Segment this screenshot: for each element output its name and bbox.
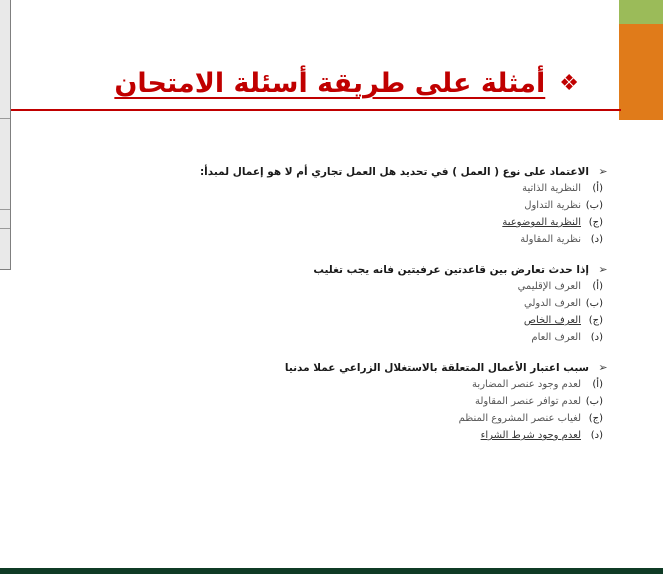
- questions-area: [157, 164, 617, 458]
- arrow-bullet-icon: ➢: [598, 361, 608, 374]
- question-group: [157, 262, 617, 346]
- panel-divider: [0, 118, 10, 119]
- slide-title-text: أمثلة على طريقة أسئلة الامتحان: [114, 68, 546, 99]
- option-item: (د) العرف العام: [531, 332, 603, 343]
- question-group: [157, 360, 617, 444]
- question-group: [157, 164, 617, 248]
- left-side-panel: [0, 0, 11, 270]
- option-item: (أ) لعدم وجود عنصر المضاربة: [472, 379, 603, 390]
- question-text: ➢ إذا حدث تعارض بين قاعدتين عرفيتين فانه يجب تغليب: [157, 262, 617, 278]
- option-item: (ب) نظرية التداول: [524, 200, 603, 211]
- option-item: (ب) العرف الدولي: [524, 298, 603, 309]
- diamond-bullet-icon: ❖: [559, 71, 579, 96]
- option-item-correct: (ج) العرف الخاص: [523, 315, 603, 326]
- question-text: ➢ سبب اعتبار الأعمال المتعلقة بالاستغلال الزراعي عملا مدنيا: [157, 360, 617, 376]
- option-item: (ج) لغياب عنصر المشروع المنظم: [458, 413, 603, 424]
- footer-bar: [0, 568, 663, 574]
- arrow-bullet-icon: ➢: [598, 263, 608, 276]
- option-item-correct: (ج) النظرية الموضوعية: [502, 217, 603, 228]
- option-item-correct: (د) لعدم وجود شرط الشراء: [480, 430, 603, 441]
- option-item: (ب) لعدم توافر عنصر المقاولة: [475, 396, 603, 407]
- option-item: (د) نظرية المقاولة: [520, 234, 603, 245]
- question-text: ➢ الاعتماد على نوع ( العمل ) في تحديد هل العمل تجاري أم لا هو إعمال لمبدأ:: [157, 164, 617, 180]
- option-item: (أ) العرف الإقليمي: [517, 281, 603, 292]
- accent-orange-block: [619, 24, 663, 120]
- option-item: (أ) النظرية الذاتية: [522, 183, 603, 194]
- arrow-bullet-icon: ➢: [598, 165, 608, 178]
- slide-title: [114, 66, 579, 104]
- panel-divider: [0, 228, 10, 229]
- accent-green-block: [619, 0, 663, 24]
- title-underline: [11, 109, 621, 111]
- panel-divider: [0, 209, 10, 210]
